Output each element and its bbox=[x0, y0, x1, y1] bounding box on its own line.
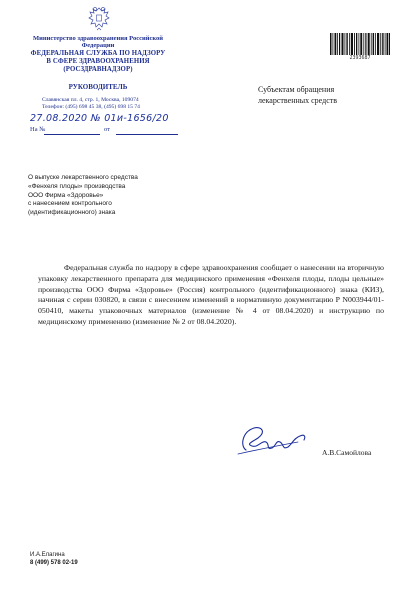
executor-name: И.А.Елагина bbox=[30, 552, 65, 558]
reply-from-label: от bbox=[104, 126, 111, 133]
reply-reference-line bbox=[30, 126, 190, 136]
service-name bbox=[18, 50, 178, 73]
address-block bbox=[42, 97, 172, 112]
service-name-line: ФЕДЕРАЛЬНАЯ СЛУЖБА ПО НАДЗОРУ bbox=[30, 50, 166, 57]
coat-of-arms-emblem bbox=[84, 4, 114, 34]
address-line: Славянская пл. 4, стр. 1, Москва, 109074 bbox=[42, 97, 139, 103]
letter-body: Федеральная служба по надзору в сфере здравоохранения сообщает о нанесении на вторичную упаковку лекарственного препарата для медицинского применения «Фенхеля плоды, плоды цельные» производства ООО Фирма «Здоровье» (Россия) контрольного (идентификационного) знака (КИЗ), начиная с серии 030820, в связи с внесением изменений в нормативную документацию Р N003944/01-050410, макеты упаковочных материалов (изменение № 4 от 08.04.2020) и инструкцию по медицинскому применению (изменение № 2 от 08.04.2020). bbox=[38, 263, 384, 326]
subject-line: ООО Фирма «Здоровье» bbox=[28, 191, 104, 199]
reply-number-label: На № bbox=[30, 126, 46, 133]
subject-line: (идентификационного) знака bbox=[28, 209, 116, 217]
addressee bbox=[258, 85, 398, 107]
subject-line: «Фенхеля плоды» производства bbox=[28, 182, 126, 190]
addressee-line: лекарственных средств bbox=[258, 95, 338, 105]
phone-line: Телефон: (495) 698 45 38, (495) 698 15 74 bbox=[42, 104, 140, 111]
handwritten-date-number: 27.08.2020 № 01и-1656/20 bbox=[30, 113, 169, 124]
ministry-name: Министерство здравоохранения Российской Федерации bbox=[32, 35, 164, 50]
subject-line: с нанесением контрольного bbox=[28, 200, 112, 208]
service-name-line: В СФЕРЕ ЗДРАВООХРАНЕНИЯ bbox=[46, 57, 150, 65]
executor-block bbox=[30, 551, 78, 568]
barcode bbox=[330, 33, 390, 55]
subject-block bbox=[28, 174, 188, 218]
subject-line: О выпуске лекарственного средства bbox=[28, 174, 138, 181]
addressee-line: Субъектам обращения bbox=[258, 85, 335, 94]
service-name-line: (РОСЗДРАВНАДЗОР) bbox=[63, 65, 133, 73]
signer-name: А.В.Самойлова bbox=[322, 448, 372, 457]
barcode-number: 2393687 bbox=[349, 55, 371, 61]
head-role: РУКОВОДИТЕЛЬ bbox=[68, 83, 128, 91]
handwritten-signature bbox=[232, 420, 312, 460]
executor-phone: 8 (499) 578 02-19 bbox=[30, 560, 78, 567]
